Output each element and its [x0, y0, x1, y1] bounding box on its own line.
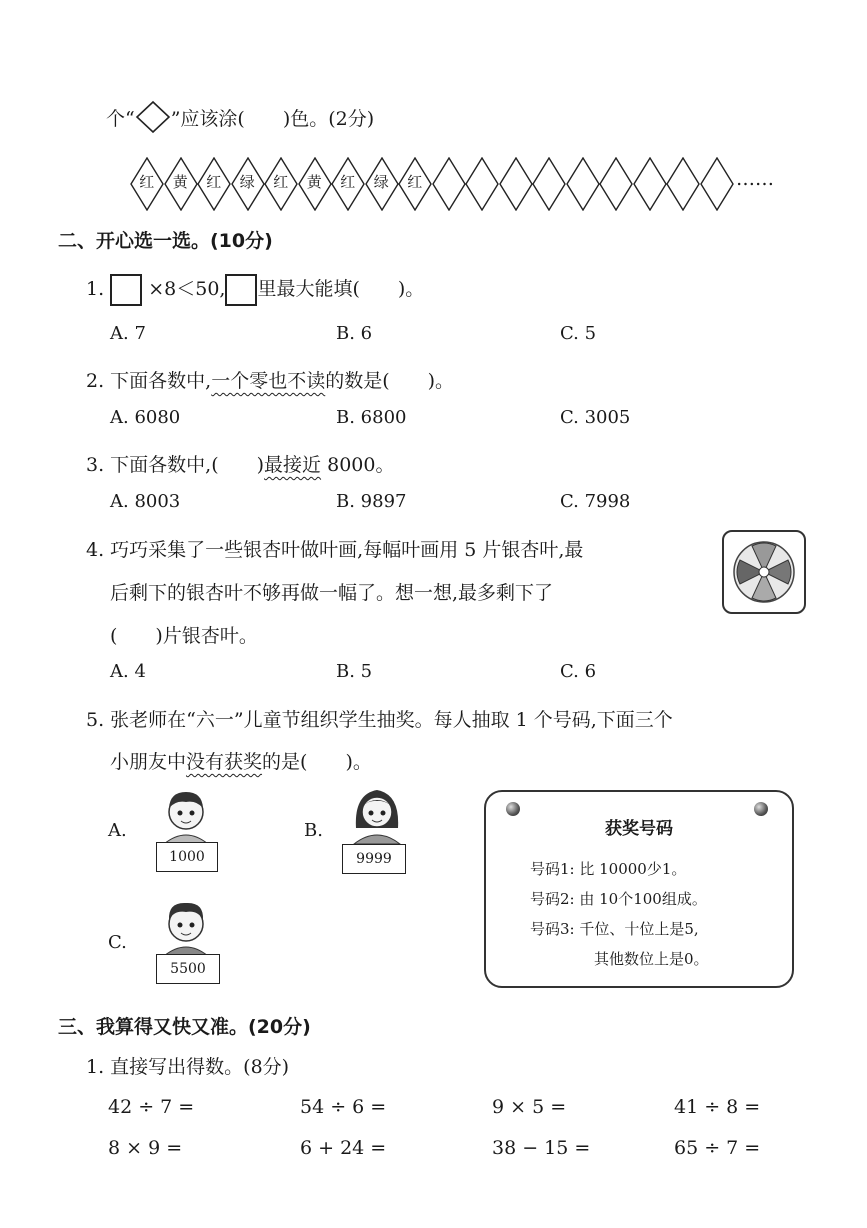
q4-line-1: 4. 巧巧采集了一些银杏叶做叶画,每幅叶画用 5 片银杏叶,最	[86, 539, 584, 561]
ginkgo-leaf-picture	[722, 530, 806, 614]
answer-box[interactable]	[225, 274, 257, 306]
calc-item: 8 × 9 =	[108, 1137, 183, 1159]
q2-option-b[interactable]: B. 6800	[336, 407, 407, 428]
diamond-cell	[566, 157, 600, 211]
q4-option-a[interactable]: A. 4	[110, 661, 146, 682]
diamond-label: 红	[407, 173, 423, 191]
diamond-shape-icon	[135, 100, 171, 134]
calc-item: 41 ÷ 8 =	[674, 1096, 761, 1118]
q2-option-a[interactable]: A. 6080	[110, 407, 181, 428]
q4-option-c[interactable]: C. 6	[560, 661, 597, 682]
fragment-prefix: 个“	[106, 108, 135, 130]
q5-line-1: 5. 张老师在“六一”儿童节组织学生抽奖。每人抽取 1 个号码,下面三个	[86, 709, 673, 731]
diamond-cell	[666, 157, 700, 211]
prize-line-4: 其他数位上是0。	[594, 950, 709, 968]
diamond-label: 黄	[172, 173, 188, 191]
kid-a-label[interactable]: A.	[108, 820, 127, 841]
boy-avatar-icon	[158, 898, 214, 958]
prize-line-1: 号码1: 比 10000少1。	[530, 860, 687, 878]
kid-c-label[interactable]: C.	[108, 932, 127, 953]
question-fragment-line	[106, 104, 374, 134]
q3-option-a[interactable]: A. 8003	[110, 491, 181, 512]
calc-item: 9 × 5 =	[492, 1096, 567, 1118]
diamond-label: 红	[340, 173, 356, 191]
q5-pre: 小朋友中	[110, 751, 187, 773]
answer-box[interactable]	[110, 274, 142, 306]
diamond-cell	[298, 157, 332, 211]
calc-item: 54 ÷ 6 =	[300, 1096, 387, 1118]
diamond-cell	[130, 157, 164, 211]
diamond-cell	[499, 157, 533, 211]
ginkgo-leaves-icon	[724, 532, 804, 612]
diamond-label: 红	[273, 173, 289, 191]
prize-numbers-card	[484, 790, 794, 988]
calc-item: 65 ÷ 7 =	[674, 1137, 761, 1159]
q2-option-c[interactable]: C. 3005	[560, 407, 631, 428]
q2-underlined: 一个零也不读	[211, 370, 326, 392]
calc-item: 6 + 24 =	[300, 1137, 387, 1159]
diamond-cell	[465, 157, 499, 211]
section-3-title: 三、我算得又快又准。(20分)	[58, 1016, 311, 1038]
q1-option-a[interactable]: A. 7	[110, 323, 146, 344]
prize-line-3: 号码3: 千位、十位上是5,	[530, 920, 699, 938]
q3-option-b[interactable]: B. 9897	[336, 491, 407, 512]
q1-inequality: ×8＜50,	[148, 278, 226, 300]
q3-post: 8000。	[321, 454, 395, 476]
number-card-a: 1000	[156, 842, 218, 872]
diamond-cell	[365, 157, 399, 211]
diamond-cell	[164, 157, 198, 211]
pattern-ellipsis: ……	[736, 168, 774, 190]
fragment-suffix: ”应该涂( )色。(2分)	[170, 108, 375, 130]
q4-line-3: ( )片银杏叶。	[110, 625, 258, 647]
diamond-cell	[398, 157, 432, 211]
diamond-cell	[599, 157, 633, 211]
q3-underlined: 最接近	[264, 454, 322, 476]
section-3-subtitle: 1. 直接写出得数。(8分)	[86, 1056, 290, 1078]
q5-line-2	[110, 747, 372, 774]
question-2	[86, 366, 454, 393]
diamond-cell	[331, 157, 365, 211]
q1-tail: 里最大能填( )。	[257, 278, 425, 300]
q5-underlined: 没有获奖	[186, 751, 263, 773]
q1-option-b[interactable]: B. 6	[336, 323, 373, 344]
calc-item: 42 ÷ 7 =	[108, 1096, 195, 1118]
section-2-title: 二、开心选一选。(10分)	[58, 230, 273, 252]
diamond-cell	[264, 157, 298, 211]
girl-avatar-icon	[348, 784, 406, 846]
number-card-b: 9999	[342, 844, 406, 874]
q1-number: 1.	[86, 278, 105, 300]
q1-option-c[interactable]: C. 5	[560, 323, 597, 344]
diamond-cell	[432, 157, 466, 211]
diamond-label: 红	[206, 173, 222, 191]
diamond-pattern-row	[130, 157, 733, 211]
prize-line-2: 号码2: 由 10个100组成。	[530, 890, 707, 908]
q5-post: 的是( )。	[262, 751, 372, 773]
diamond-cell	[231, 157, 265, 211]
q4-option-b[interactable]: B. 5	[336, 661, 373, 682]
boy-avatar-icon	[158, 786, 214, 846]
diamond-cell	[633, 157, 667, 211]
diamond-cell	[700, 157, 734, 211]
diamond-label: 黄	[306, 173, 322, 191]
q3-pre: 3. 下面各数中,( )	[86, 454, 265, 476]
q4-line-2: 后剩下的银杏叶不够再做一幅了。想一想,最多剩下了	[110, 582, 554, 604]
q2-post: 的数是( )。	[325, 370, 455, 392]
question-1	[86, 274, 424, 306]
q3-option-c[interactable]: C. 7998	[560, 491, 631, 512]
question-3	[86, 450, 394, 477]
diamond-label: 绿	[373, 173, 389, 191]
diamond-cell	[532, 157, 566, 211]
diamond-cell	[197, 157, 231, 211]
prize-card-title: 获奖号码	[605, 819, 673, 839]
diamond-label: 绿	[239, 173, 255, 191]
number-card-c: 5500	[156, 954, 220, 984]
calc-item: 38 − 15 =	[492, 1137, 591, 1159]
kid-b-label[interactable]: B.	[304, 820, 323, 841]
diamond-label: 红	[139, 173, 155, 191]
q2-pre: 2. 下面各数中,	[86, 370, 212, 392]
